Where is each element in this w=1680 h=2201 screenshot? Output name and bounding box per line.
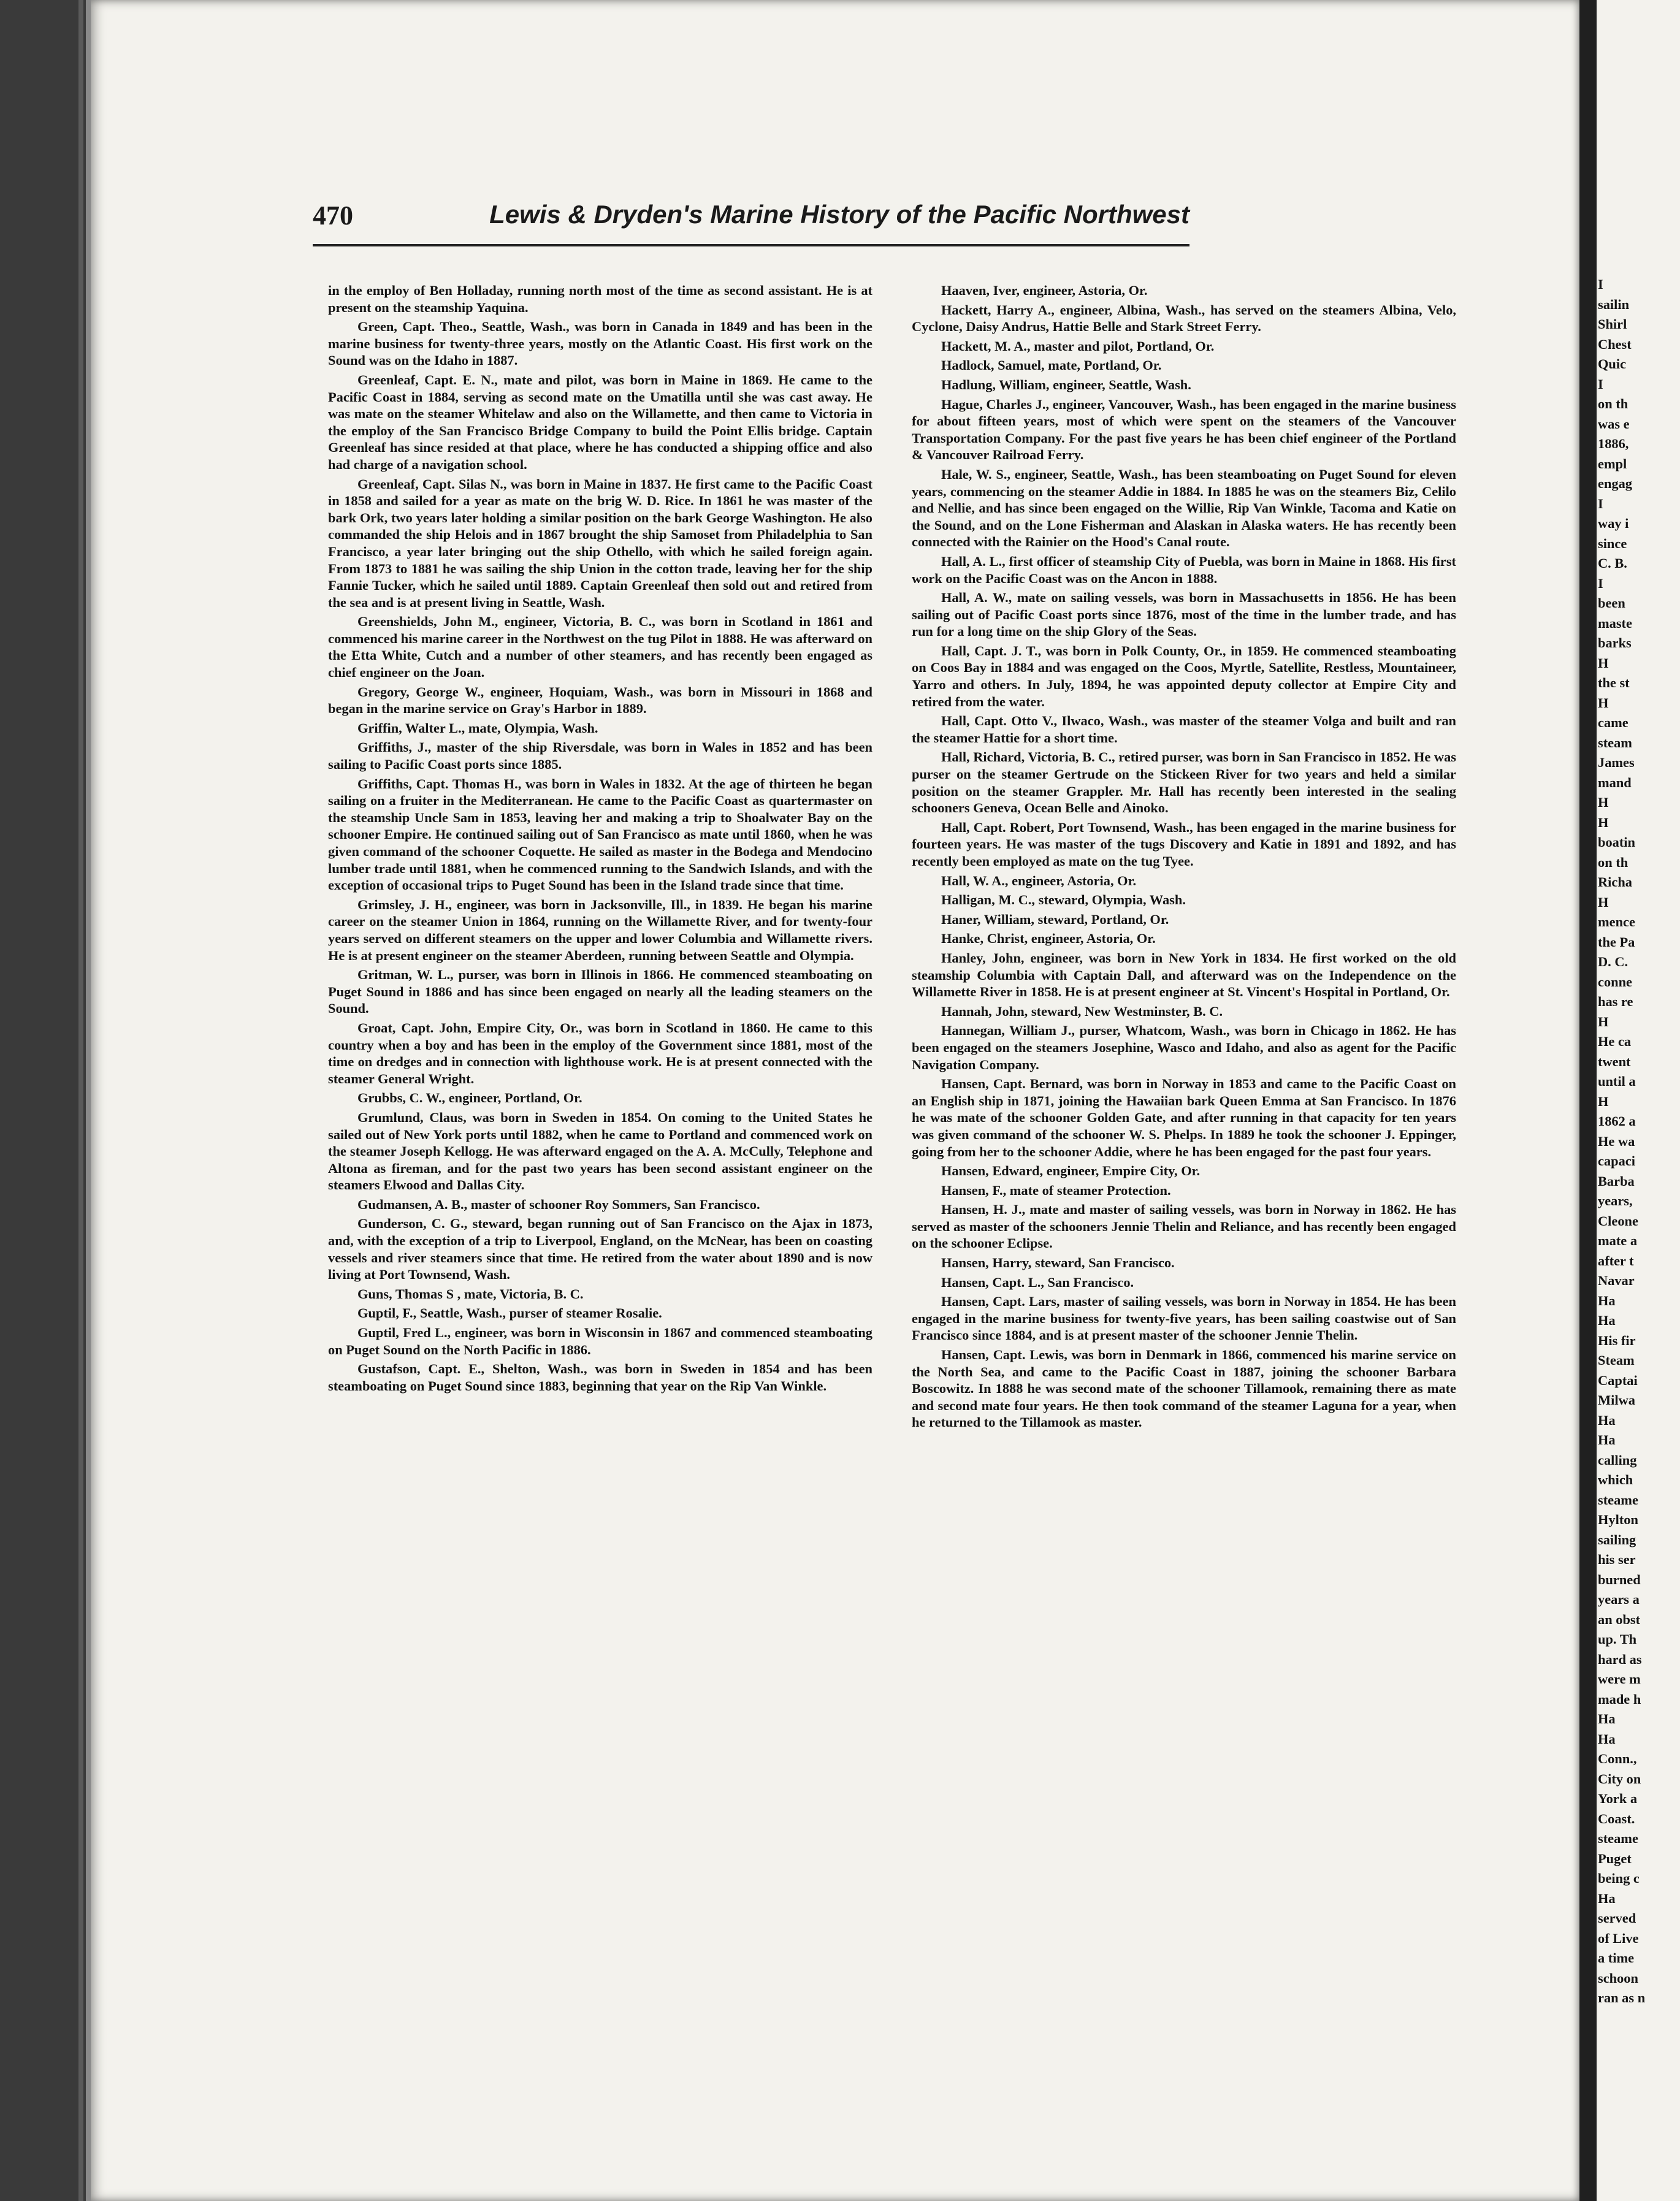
entry-paragraph: Hanke, Christ, engineer, Astoria, Or. <box>941 931 1156 947</box>
entry-paragraph: Hannah, John, steward, New Westminster, B. C. <box>941 1003 1223 1019</box>
entry-paragraph: Hackett, M. A., master and pilot, Portland, Or. <box>941 338 1215 354</box>
next-page-fragment: schoon <box>1598 1970 1638 1986</box>
next-page-fragment: hard as <box>1598 1651 1642 1667</box>
entry-paragraph: Gustafson, Capt. E., Shelton, Wash., was born in Sweden in 1854 and has been steamboating on Puget Sound since 1883, beginning that year on the Rip Van Winkle. <box>328 1361 872 1394</box>
entry-paragraph: Greenshields, John M., engineer, Victoria, B. C., was born in Scotland in 1861 and commenced his marine career in the Northwest on the tug Pilot in 1888. He was afterward on the Etta White, Cutch and a number of other steamers, and has recently been engaged as chief engineer on the Joan. <box>328 614 872 681</box>
next-page-fragment: I <box>1598 277 1603 292</box>
entry-paragraph: Griffin, Walter L., mate, Olympia, Wash. <box>357 720 598 736</box>
next-page-fragment: the Pa <box>1598 934 1635 950</box>
entry-paragraph: Gritman, W. L., purser, was born in Illinois in 1866. He commenced steamboating on Puget Sound in 1886 and has since been engaged on nearly all the leading steamers on the Sound. <box>328 967 872 1017</box>
entry-paragraph: Hall, Richard, Victoria, B. C., retired purser, was born in San Francisco in 1852. He was purser on the steamer Gertrude on the Stickeen River for two years and held a similar position on the steamer Grappler. Mr. Hall has recently been interested in the sealing schooners Geneva, Ocean Belle and Ainoko. <box>912 749 1456 816</box>
next-page-fragment: I <box>1598 575 1603 591</box>
next-page-fragment: He ca <box>1598 1034 1632 1049</box>
next-page-fragment: James <box>1598 755 1635 770</box>
next-page-fragment: which <box>1598 1472 1633 1487</box>
entry-paragraph: Hansen, Harry, steward, San Francisco. <box>941 1255 1175 1271</box>
next-page-fragment: were m <box>1598 1671 1641 1687</box>
next-page-fragment: H <box>1598 1093 1609 1109</box>
next-page-fragment: I <box>1598 495 1603 511</box>
next-page-fragment: has re <box>1598 994 1633 1009</box>
next-page-fragment: years, <box>1598 1193 1633 1208</box>
next-page-fragment: conne <box>1598 974 1632 990</box>
next-page-fragment: His fir <box>1598 1332 1636 1348</box>
next-page-fragment: Ha <box>1598 1890 1616 1906</box>
next-page-fragment: Coast. <box>1598 1810 1635 1826</box>
entry-paragraph: Haner, William, steward, Portland, Or. <box>941 911 1169 927</box>
next-page-fragment: a time <box>1598 1950 1635 1966</box>
next-page-fragment: 1862 a <box>1598 1113 1636 1129</box>
next-page-fragment: Ha <box>1598 1711 1616 1726</box>
entry-paragraph: in the employ of Ben Holladay, running north most of the time as second assistant. He is at present on the steamship Yaquina. <box>328 283 872 315</box>
entry-paragraph: Grimsley, J. H., engineer, was born in Jacksonville, Ill., in 1839. He began his marine career on the steamer Union in 1864, running on the Willamette River, and for twenty-four years served on different steamers on the upper and lower Columbia and Willamette rivers. He is at present engineer on the steamer Aberdeen, running between Seattle and Olympia. <box>328 896 872 963</box>
next-page-fragment: capaci <box>1598 1153 1635 1169</box>
entry-paragraph: Hall, Capt. Robert, Port Townsend, Wash., has been engaged in the marine business for fourteen years. He was master of the tugs Discovery and Katie in 1891 and 1892, and has recently been employed as mate on the tug Tyee. <box>912 819 1456 869</box>
next-page-fragment: C. B. <box>1598 555 1627 571</box>
entry-paragraph: Hadlung, William, engineer, Seattle, Wash. <box>941 376 1191 392</box>
next-page-fragment: steam <box>1598 734 1632 750</box>
next-page-fragment: barks <box>1598 635 1632 650</box>
next-page-fragment: H <box>1598 814 1609 830</box>
next-page-fragment: on th <box>1598 396 1628 411</box>
page-number: 470 <box>313 200 353 231</box>
entry-paragraph: Hansen, Capt. Lars, master of sailing vessels, was born in Norway in 1854. He has been engaged in the marine business for twenty-five years, has been sailing coastwise out of San Francisco since 1884, and is at present master of the schooner Jennie Thelin. <box>912 1294 1456 1343</box>
entry-paragraph: Gudmansen, A. B., master of schooner Roy Sommers, San Francisco. <box>357 1196 760 1212</box>
entry-paragraph: Hague, Charles J., engineer, Vancouver, Wash., has been engaged in the marine business for about fifteen years, most of which were spent on the steamers of the Vancouver Transportation Company. For the past five years he has been chief engineer of the Portland & Vancouver Railroad Ferry. <box>912 396 1456 463</box>
entry-paragraph: Haaven, Iver, engineer, Astoria, Or. <box>941 283 1148 298</box>
entry-paragraph: Hanley, John, engineer, was born in New York in 1834. He first worked on the old steamship Columbia with Captain Dall, and afterward was on the Independence on the Willamette River in 1858. He is at present engineer at St. Vincent's Hospital in Portland, Or. <box>912 950 1456 1000</box>
next-page-fragment: Conn., <box>1598 1751 1637 1766</box>
entry-paragraph: Griffiths, Capt. Thomas H., was born in Wales in 1832. At the age of thirteen he began sailing on a fruiter in the Mediterranean. He came to the Pacific Coast as quartermaster on the steamship Uncle Sam in 1853, leaving her and making a trip to Shoalwater Bay on the schooner Empire. He continued sailing out of San Francisco as mate until 1860, when he was given command of the schooner Coquette. He sailed as master in the Bodega and Mendocino lumber trade until 1881, when he commenced running to the Sandwich Islands, and with the exception of occasional trips to Puget Sound has been in the Island trade since that time. <box>328 776 872 893</box>
entry-paragraph: Hansen, F., mate of steamer Protection. <box>941 1182 1171 1198</box>
next-page-fragment: been <box>1598 595 1625 611</box>
next-page-fragment: served <box>1598 1910 1636 1926</box>
entry-paragraph: Hansen, Capt. L., San Francisco. <box>941 1274 1134 1290</box>
next-page-fragment: empl <box>1598 456 1627 471</box>
next-page-fragment: Richa <box>1598 874 1632 890</box>
next-page-fragment: steame <box>1598 1492 1638 1508</box>
next-page-fragment: H <box>1598 795 1609 810</box>
page-edge-shadow <box>78 0 83 2201</box>
next-page-fragment: Navar <box>1598 1273 1635 1288</box>
entry-paragraph: Halligan, M. C., steward, Olympia, Wash. <box>941 892 1186 908</box>
book-gutter <box>1579 0 1597 2201</box>
entry-paragraph: Hannegan, William J., purser, Whatcom, Wash., was born in Chicago in 1862. He has been engaged on the steamers Josephine, Wasco and Idaho, and also as agent for the Pacific Navigation Company. <box>912 1023 1456 1072</box>
next-page-fragment: Captai <box>1598 1372 1638 1388</box>
next-page-fragment: made h <box>1598 1691 1641 1707</box>
next-page-fragment: mand <box>1598 774 1632 790</box>
entry-paragraph: Hansen, Capt. Bernard, was born in Norway in 1853 and came to the Pacific Coast on an English ship in 1871, joining the Hawaiian bark Queen Emma at San Francisco. In 1876 he was mate of the schooner Golden Gate, and after running in that capacity for ten years was given command of the schooner W. S. Phelps. In 1889 he took the schooner J. Eppinger, going from her to the schooner Addie, where he has been engaged for the past four years. <box>912 1076 1456 1159</box>
next-page-fragment: engag <box>1598 476 1632 491</box>
next-page-fragment: was e <box>1598 416 1630 432</box>
next-page-fragment: I <box>1598 376 1603 392</box>
next-page-fragment: H <box>1598 894 1609 910</box>
next-page-fragment: mate a <box>1598 1233 1638 1248</box>
entry-paragraph: Hackett, Harry A., engineer, Albina, Wash., has served on the steamers Albina, Velo, Cyclone, Daisy Andrus, Hattie Belle and Stark Street Ferry. <box>912 302 1456 335</box>
next-page-fragment: H <box>1598 655 1609 671</box>
next-page-fragment: being c <box>1598 1871 1640 1886</box>
next-page-fragment: came <box>1598 715 1628 730</box>
next-page-fragment: H <box>1598 695 1609 711</box>
entry-paragraph: Hadlock, Samuel, mate, Portland, Or. <box>941 357 1162 373</box>
next-page-fragment: Shirl <box>1598 316 1627 332</box>
next-page-fragment: 1886, <box>1598 436 1629 451</box>
next-page-fragment: Cleone <box>1598 1213 1638 1229</box>
entry-paragraph: Guptil, F., Seattle, Wash., purser of steamer Rosalie. <box>357 1305 662 1321</box>
entry-paragraph: Grubbs, C. W., engineer, Portland, Or. <box>357 1090 582 1106</box>
next-page-fragment: since <box>1598 535 1627 551</box>
entry-paragraph: Green, Capt. Theo., Seattle, Wash., was born in Canada in 1849 and has been in the marine business for twenty-three years, mostly on the Atlantic Coast. His first work on the Sound was on the Idaho in 1887. <box>328 319 872 368</box>
entry-paragraph: Hansen, Capt. Lewis, was born in Denmark in 1866, commenced his marine service on the North Sea, and came to the Pacific Coast in 1887, joining the schooner Barbara Boscowitz. In 1888 he was second mate of the schooner Tillamook, remaining there as mate and second mate four years. He then took command of the steamer Laguna for a year, when he returned to the Tillamook as master. <box>912 1347 1456 1430</box>
next-page-fragment: City on <box>1598 1771 1641 1787</box>
next-page-fragment: years a <box>1598 1592 1640 1607</box>
running-title: Lewis & Dryden's Marine History of the Pacific Northwest <box>489 200 1189 229</box>
next-page-fragment: ran as n <box>1598 1990 1646 2005</box>
next-page-fragment: way i <box>1598 516 1629 531</box>
next-page-fragment: Steam <box>1598 1352 1635 1368</box>
next-page-fragment: boatin <box>1598 834 1635 850</box>
entry-paragraph: Hall, W. A., engineer, Astoria, Or. <box>941 872 1137 888</box>
next-page-edge <box>1597 0 1680 2201</box>
next-page-fragment: Ha <box>1598 1432 1616 1448</box>
next-page-fragment: sailing <box>1598 1532 1636 1547</box>
next-page-fragment: He wa <box>1598 1133 1635 1149</box>
next-page-fragment: until a <box>1598 1074 1636 1089</box>
next-page-fragment: his ser <box>1598 1552 1636 1567</box>
entry-paragraph: Greenleaf, Capt. E. N., mate and pilot, was born in Maine in 1869. He came to the Pacific Coast in 1884, serving as second mate on the Umatilla until she was cast away. He was mate on the steamer Whitelaw and also on the Willamette, and then came to Victoria in the employ of the San Francisco Bridge Company to build the Point Ellis bridge. Captain Greenleaf has since resided at that place, where he has conducted a shipping office and also had charge of a navigation school. <box>328 372 872 472</box>
entry-paragraph: Hall, Capt. J. T., was born in Polk County, Or., in 1859. He commenced steamboating on Coos Bay in 1884 and was engaged on the Coos, Myrtle, Satellite, Restless, Mountaineer, Yarro and others. In July, 1894, he was appointed deputy collector at Empire City and retired from the water. <box>912 643 1456 709</box>
next-page-fragment: Chest <box>1598 336 1632 352</box>
entry-paragraph: Hall, A. L., first officer of steamship City of Puebla, was born in Maine in 1868. His first work on the Pacific Coast was on the Ancon in 1888. <box>912 553 1456 586</box>
next-page-fragment: the st <box>1598 675 1630 690</box>
next-page-fragment: burned <box>1598 1571 1641 1587</box>
next-page-fragment: Ha <box>1598 1731 1616 1747</box>
next-page-fragment: of Live <box>1598 1930 1639 1946</box>
next-page-fragment: Quic <box>1598 356 1627 372</box>
entry-paragraph: Guptil, Fred L., engineer, was born in Wisconsin in 1867 and commenced steamboating on Puget Sound on the North Pacific in 1886. <box>328 1325 872 1357</box>
next-page-fragment: Ha <box>1598 1412 1616 1428</box>
page-header <box>313 196 1189 239</box>
next-page-fragment: Ha <box>1598 1292 1616 1308</box>
next-page-fragment: calling <box>1598 1452 1637 1468</box>
next-page-fragment: after t <box>1598 1253 1634 1268</box>
entry-paragraph: Gregory, George W., engineer, Hoquiam, Wash., was born in Missouri in 1868 and began in the marine service on Gray's Harbor in 1889. <box>328 684 872 717</box>
next-page-fragment: Ha <box>1598 1313 1616 1328</box>
right-column <box>912 282 1456 1433</box>
entry-paragraph: Hansen, H. J., mate and master of sailing vessels, was born in Norway in 1862. He has served as master of the schooners Jennie Thelin and Reliance, and has recently been engaged on the schooner Eclipse. <box>912 1202 1456 1251</box>
next-page-fragment: up. Th <box>1598 1631 1637 1647</box>
entry-paragraph: Guns, Thomas S , mate, Victoria, B. C. <box>357 1286 584 1302</box>
header-rule <box>313 244 1189 246</box>
left-column <box>328 282 872 1397</box>
next-page-fragment: H <box>1598 1013 1609 1029</box>
next-page-fragment: steame <box>1598 1831 1638 1846</box>
next-page-fragment: sailin <box>1598 296 1630 312</box>
entry-paragraph: Greenleaf, Capt. Silas N., was born in Maine in 1837. He first came to the Pacific Coast in 1858 and sailed for a year as mate on the brig W. D. Rice. In 1861 he was master of the bark Ork, two years later holding a similar position on the bark George Washington. He also commanded the ship Helois and in 1867 brought the ship Samoset from Philadelphia to San Francisco, a year later bringing out the ship Othello, with which he sailed foreign again. From 1873 to 1881 he was sailing the ship Union in the cotton trade, leaving her for the ship Fannie Tucker, which he sailed until 1889. Captain Greenleaf then sold out and retired from the sea and is at present living in Seattle, Wash. <box>328 476 872 610</box>
next-page-fragment: D. C. <box>1598 954 1628 969</box>
entry-paragraph: Hall, A. W., mate on sailing vessels, was born in Massachusetts in 1856. He has been sailing out of Pacific Coast ports since 1876, most of the time in the lumber trade, and has run for a long time on the ship Glory of the Seas. <box>912 590 1456 639</box>
next-page-fragment: twent <box>1598 1053 1631 1069</box>
next-page-fragment: maste <box>1598 615 1632 631</box>
next-page-fragment: on th <box>1598 854 1628 870</box>
entry-paragraph: Hall, Capt. Otto V., Ilwaco, Wash., was master of the steamer Volga and built and ran the steamer Hattie for a short time. <box>912 713 1456 746</box>
entry-paragraph: Griffiths, J., master of the ship Riversdale, was born in Wales in 1852 and has been sailing to Pacific Coast ports since 1885. <box>328 739 872 772</box>
next-page-fragment: an obst <box>1598 1611 1641 1627</box>
next-page-fragment: Barba <box>1598 1173 1635 1189</box>
next-page-fragment: mence <box>1598 914 1635 929</box>
next-page-fragment: Puget <box>1598 1850 1632 1866</box>
entry-paragraph: Gunderson, C. G., steward, began running out of San Francisco on the Ajax in 1873, and, with the exception of a trip to Liverpool, England, on the McNear, has been on coasting vessels and river steamers since that time. He retired from the water about 1890 and is now living at Port Townsend, Wash. <box>328 1216 872 1283</box>
entry-paragraph: Grumlund, Claus, was born in Sweden in 1854. On coming to the United States he sailed out of New York ports until 1882, when he came to Portland and commenced work on the steamer Joseph Kellogg. He was afterward engaged on the A. A. McCully, Telephone and Altona as fireman, and for the past two years has been second assistant engineer on the steamers Elwood and Dallas City. <box>328 1109 872 1193</box>
entry-paragraph: Groat, Capt. John, Empire City, Or., was born in Scotland in 1860. He came to this country when a boy and has been in the employ of the Government since 1881, most of the time on dredges and in connection with lighthouse work. He is at present connected with the steamer General Wright. <box>328 1020 872 1086</box>
entry-paragraph: Hansen, Edward, engineer, Empire City, Or. <box>941 1163 1201 1179</box>
next-page-fragment: York a <box>1598 1791 1638 1806</box>
next-page-fragment: Milwa <box>1598 1392 1635 1408</box>
next-page-fragment: Hylton <box>1598 1512 1638 1527</box>
entry-paragraph: Hale, W. S., engineer, Seattle, Wash., has been steamboating on Puget Sound for eleven years, commencing on the steamer Addie in 1884. In 1885 he was on the steamers Biz, Celilo and Nellie, and has since been engaged on the Willie, Rip Van Winkle, Tacoma and Katie on the Sound, and on the Lone Fisherman and Alaskan in Alaska waters. He has recently been connected with the Rainier on the Hood's Canal route. <box>912 466 1456 550</box>
